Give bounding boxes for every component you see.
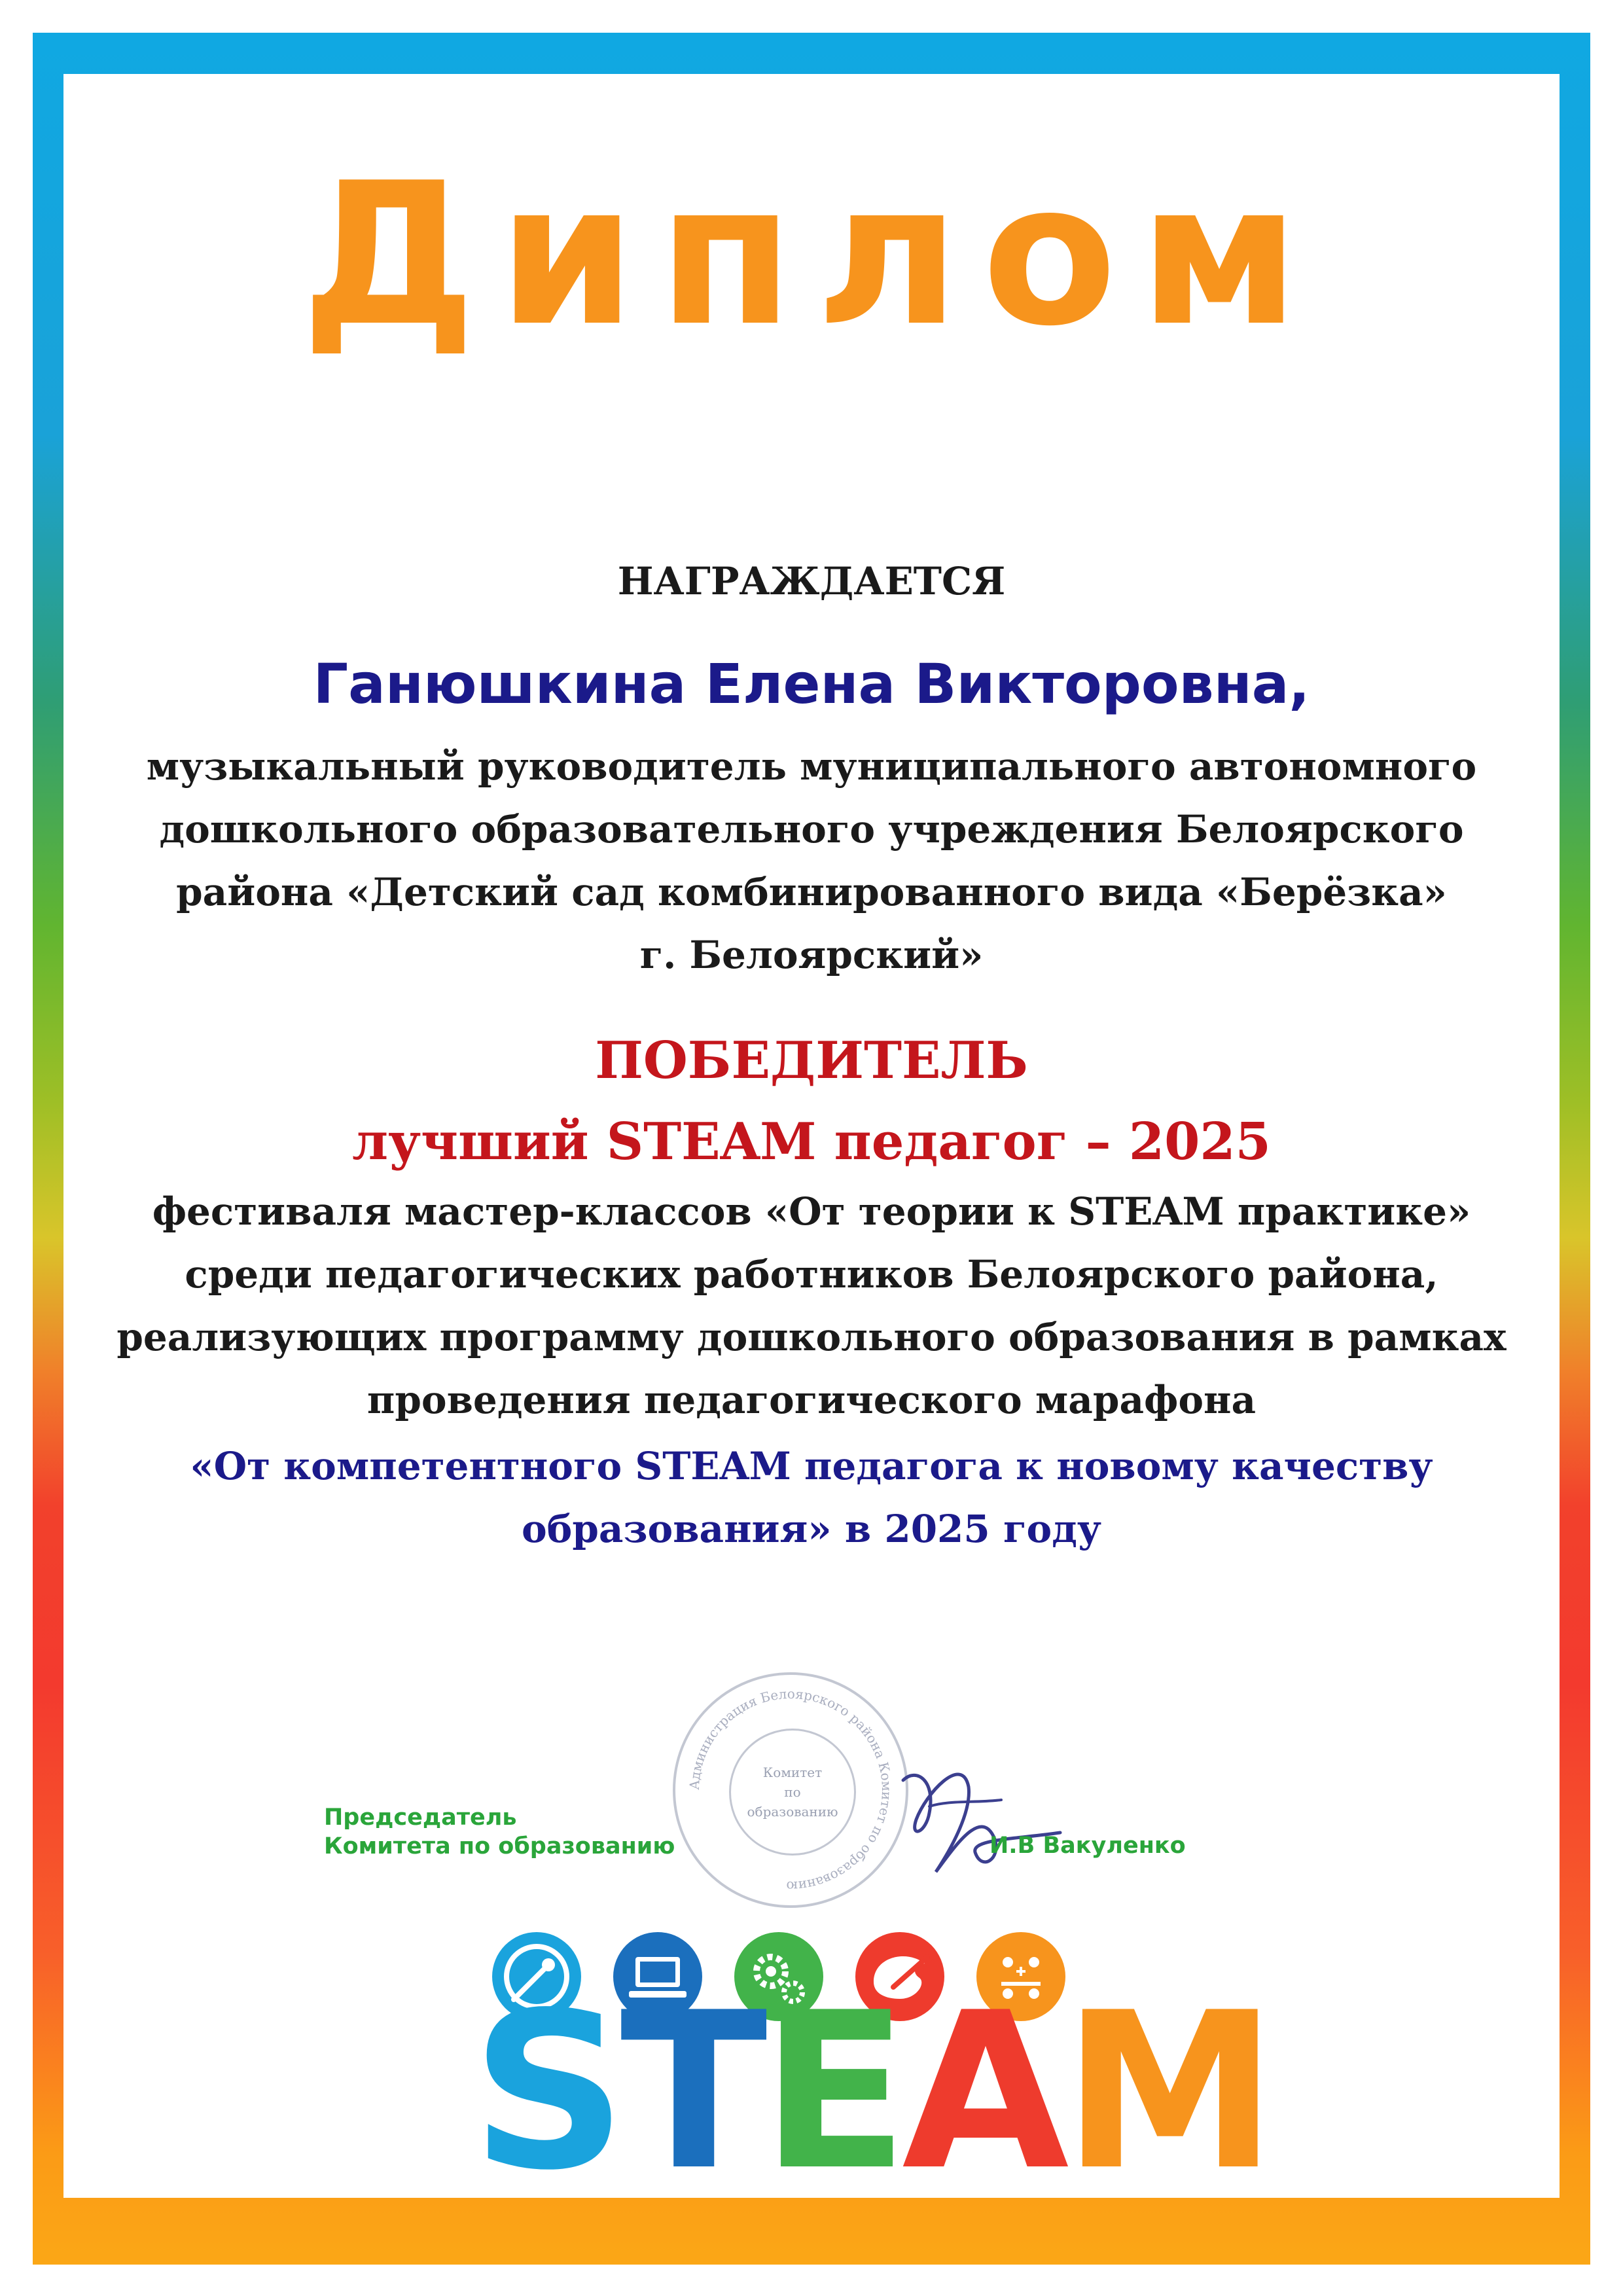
winner-label: ПОБЕДИТЕЛЬ <box>595 1031 1028 1090</box>
steam-letter-m: M <box>1062 1966 1272 2217</box>
signatory-title: Председатель Комитета по образованию <box>324 1804 675 1859</box>
signatory-name: И.В Вакуленко <box>990 1833 1186 1859</box>
recipient-name: Ганюшкина Елена Викторовна, <box>313 652 1310 716</box>
steam-letter-s: S <box>471 1966 620 2217</box>
svg-text:STEAM <box>471 1966 1271 2217</box>
awarded-label: НАГРАЖДАЕТСЯ <box>617 559 1006 603</box>
marathon-title: «От компетентного STEAM педагога к новому качеству образования» в 2025 году <box>190 1444 1433 1551</box>
steam-letter-t: T <box>620 1966 761 2217</box>
handwritten-signature <box>890 1741 1086 1898</box>
steam-logo <box>471 1966 1272 2217</box>
steam-letter-e: E <box>760 1966 902 2217</box>
stamp-center-text: Комитет по образованию <box>729 1729 856 1856</box>
stamp-ring-label: Администрация Белоярского района Комитет по образованию <box>686 1685 895 1895</box>
recipient-position: музыкальный руководитель муниципального автономного дошкольного образовательного учреждения Белоярского района «Детский сад комбинированного вида «Берёзка» г. Белоярский» <box>146 744 1477 977</box>
official-stamp <box>673 1672 908 1908</box>
festival-description: фестиваля мастер-классов «От теории к STEAM практике» среди педагогических работников Белоярского района, реализующих программу дошкольного образования в рамках проведения педагогического марафона <box>116 1189 1507 1422</box>
nomination-title: лучший STEAM педагог – 2025 <box>352 1112 1271 1172</box>
steam-letter-a: A <box>902 1966 1063 2217</box>
diploma-title: Диплом <box>301 141 1322 369</box>
